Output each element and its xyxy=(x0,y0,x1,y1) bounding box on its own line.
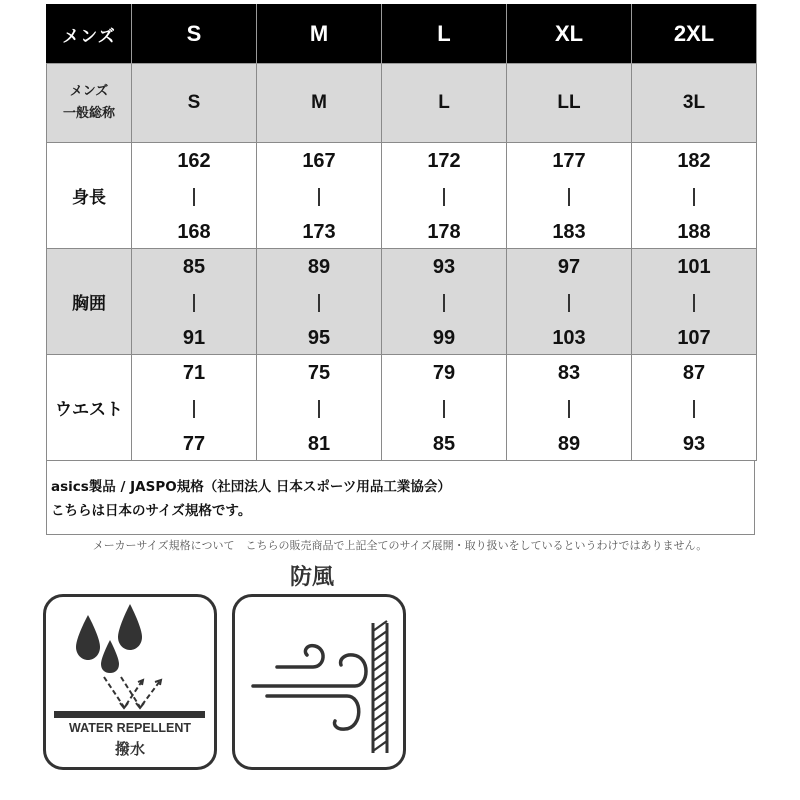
row-label-height: 身長 xyxy=(47,143,132,249)
range-min: 79 xyxy=(432,362,456,384)
windproof-icon xyxy=(235,597,402,766)
water-repellent-caption-ja: 撥水 xyxy=(114,740,145,758)
generic-size: 3L xyxy=(632,64,757,143)
range-min: 182 xyxy=(677,150,711,172)
range-separator xyxy=(318,294,320,312)
range-max: 85 xyxy=(432,433,456,455)
notes-line-2: こちらは日本のサイズ規格です。 xyxy=(51,503,252,519)
range-cell xyxy=(257,143,382,249)
range-min: 97 xyxy=(557,256,581,278)
water-repellent-badge xyxy=(43,594,217,770)
range-separator xyxy=(193,188,195,206)
range-cell xyxy=(132,355,257,461)
header-size-s: S xyxy=(132,5,257,64)
row-label-waist: ウエスト xyxy=(47,355,132,461)
range-separator xyxy=(693,400,695,418)
chest-row xyxy=(47,249,757,355)
range-cell xyxy=(507,249,632,355)
range-cell xyxy=(632,143,757,249)
windproof-badge xyxy=(232,594,406,770)
generic-label-line1: メンズ xyxy=(69,84,109,99)
range-cell xyxy=(632,249,757,355)
range-min: 172 xyxy=(427,150,461,172)
range-max: 95 xyxy=(307,327,331,349)
header-size-m: M xyxy=(257,5,382,64)
range-cell xyxy=(132,249,257,355)
generic-size: L xyxy=(382,64,507,143)
range-min: 93 xyxy=(432,256,456,278)
range-separator xyxy=(193,294,195,312)
range-cell xyxy=(257,355,382,461)
range-max: 89 xyxy=(557,433,581,455)
range-cell xyxy=(507,355,632,461)
height-row xyxy=(47,143,757,249)
range-max: 99 xyxy=(432,327,456,349)
range-min: 177 xyxy=(552,150,586,172)
header-size-l: L xyxy=(382,5,507,64)
waist-row xyxy=(47,355,757,461)
range-separator xyxy=(693,188,695,206)
range-min: 83 xyxy=(557,362,581,384)
windproof-label: 防風 xyxy=(290,565,335,590)
size-disclaimer: メーカーサイズ規格について こちらの販売商品で上記全てのサイズ展開・取り扱いをしているというわけではありません。 xyxy=(92,539,708,552)
range-max: 81 xyxy=(307,433,331,455)
range-max: 77 xyxy=(182,433,206,455)
range-max: 168 xyxy=(177,221,211,243)
notes-line-1: asics製品 / JASPO規格（社団法人 日本スポーツ用品工業協会） xyxy=(51,479,451,495)
generic-label-line2: 一般総称 xyxy=(62,106,115,121)
range-separator xyxy=(443,188,445,206)
range-separator xyxy=(443,400,445,418)
water-repellent-caption-en: WATER REPELLENT xyxy=(69,721,191,735)
range-cell xyxy=(382,249,507,355)
range-cell xyxy=(132,143,257,249)
range-max: 178 xyxy=(427,221,461,243)
header-size-2xl: 2XL xyxy=(632,5,757,64)
generic-size: M xyxy=(257,64,382,143)
range-cell xyxy=(632,355,757,461)
range-max: 107 xyxy=(677,327,711,349)
range-max: 188 xyxy=(677,221,711,243)
range-max: 91 xyxy=(182,327,206,349)
range-separator xyxy=(568,400,570,418)
generic-size: LL xyxy=(507,64,632,143)
range-separator xyxy=(318,188,320,206)
size-standard-notes xyxy=(46,461,755,535)
range-cell xyxy=(507,143,632,249)
range-separator xyxy=(568,188,570,206)
range-cell xyxy=(257,249,382,355)
range-min: 89 xyxy=(307,256,331,278)
range-separator xyxy=(693,294,695,312)
range-max: 103 xyxy=(552,327,586,349)
range-separator xyxy=(568,294,570,312)
range-min: 75 xyxy=(307,362,331,384)
range-separator xyxy=(318,400,320,418)
range-min: 101 xyxy=(677,256,711,278)
generic-size-row xyxy=(47,64,757,143)
range-min: 167 xyxy=(302,150,336,172)
generic-label xyxy=(47,64,132,143)
row-label-chest: 胸囲 xyxy=(47,249,132,355)
size-chart-table xyxy=(46,4,757,461)
header-label: メンズ xyxy=(47,5,132,64)
header-size-xl: XL xyxy=(507,5,632,64)
range-min: 162 xyxy=(177,150,211,172)
range-separator xyxy=(193,400,195,418)
generic-size: S xyxy=(132,64,257,143)
range-cell xyxy=(382,143,507,249)
range-separator xyxy=(443,294,445,312)
range-max: 173 xyxy=(302,221,336,243)
range-min: 71 xyxy=(182,362,206,384)
range-max: 183 xyxy=(552,221,586,243)
range-max: 93 xyxy=(682,433,706,455)
range-min: 85 xyxy=(182,256,206,278)
range-min: 87 xyxy=(682,362,706,384)
header-row xyxy=(47,5,757,64)
range-cell xyxy=(382,355,507,461)
